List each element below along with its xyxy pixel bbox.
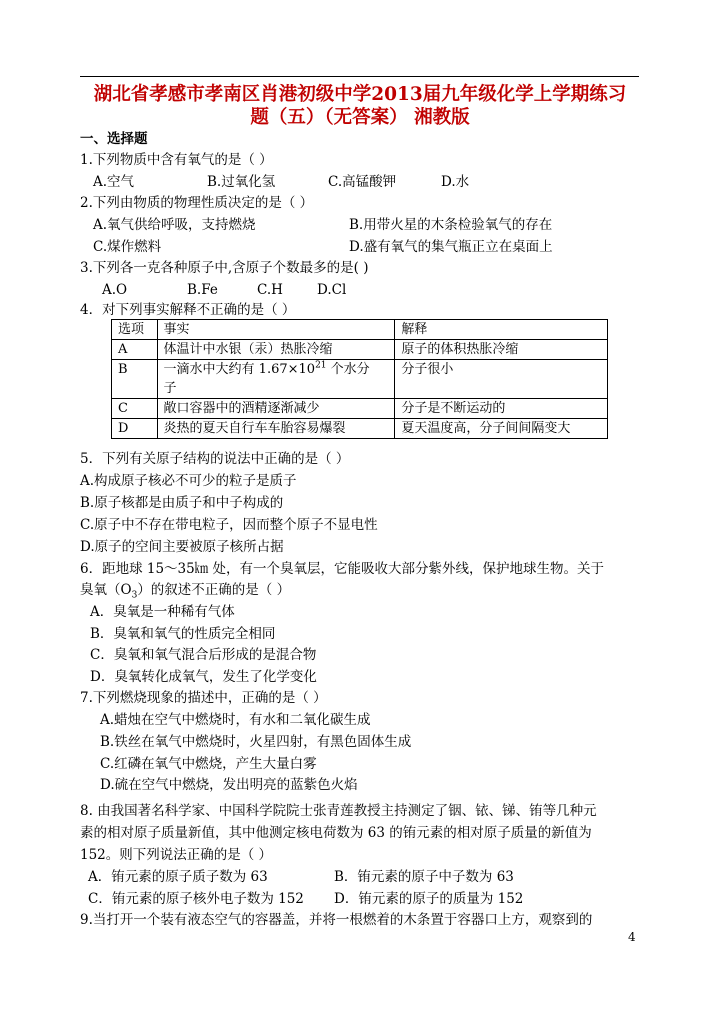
q2-option-a: A.氧气供给呼吸，支持燃烧 [93, 217, 256, 233]
q2-stem: 2.下列由物质的物理性质决定的是（ ） [80, 195, 314, 211]
q1-option-a: A.空气 [93, 174, 135, 190]
q6-stem-line1: 6．距地球 15～35㎞ 处，有一个臭氧层，它能吸收大部分紫外线，保护地球生物。关于 [80, 561, 605, 577]
table-row [112, 360, 608, 399]
q6-option-c: C．臭氧和氧气混合后形成的是混合物 [90, 647, 317, 663]
q3-option-b: B.Fe [187, 282, 218, 298]
fact-text-tail: 个水分 [326, 362, 370, 377]
header-fact: 事实 [157, 320, 395, 340]
q2-option-b: B.用带火星的木条检验氧气的存在 [349, 217, 553, 233]
fact-text: 一滴水中大约有 1.67×10 [163, 362, 316, 377]
q1-stem: 1.下列物质中含有氧气的是（ ） [80, 152, 273, 168]
q8-stem-line1: 8. 由我国著名科学家、中国科学院院士张青莲教授主持测定了铟、铱、锑、铕等几种元 [80, 803, 597, 819]
q5-option-b: B.原子核都是由质子和中子构成的 [80, 495, 284, 511]
q7-option-b: B.铁丝在氧气中燃烧时，火星四射，有黑色固体生成 [100, 734, 412, 750]
table-row [112, 340, 608, 360]
q4-table [111, 319, 608, 439]
fact-text-wrap: 子 [163, 381, 177, 396]
q6-stem-line2 [80, 581, 290, 599]
row-option: D [112, 419, 158, 439]
q3-option-a: A.O [102, 282, 128, 298]
q6-option-b: B．臭氧和氧气的性质完全相同 [90, 626, 276, 642]
table-row [112, 399, 608, 419]
q7-option-a: A.蜡烛在空气中燃烧时，有水和二氧化碳生成 [100, 712, 371, 728]
exponent: 21 [315, 360, 327, 371]
row-explanation: 夏天温度高，分子间间隔变大 [395, 419, 608, 439]
header-rule [80, 76, 639, 77]
q7-stem: 7.下列燃烧现象的描述中，正确的是（ ） [80, 690, 327, 706]
row-option: C [112, 399, 158, 419]
q8-stem-line3: 152。则下列说法正确的是（ ） [80, 847, 273, 863]
q3-stem: 3.下列各一克各种原子中,含原子个数最多的是( ) [80, 260, 369, 276]
q8-option-c: C．铕元素的原子核外电子数为 152 [88, 891, 304, 907]
q1-option-b: B.过氧化氢 [207, 174, 276, 190]
row-explanation: 分子很小 [395, 360, 608, 399]
q6-option-d: D．臭氧转化成氧气，发生了化学变化 [90, 669, 317, 685]
header-option: 选项 [112, 320, 158, 340]
q7-option-c: C.红磷在氧气中燃烧，产生大量白雾 [100, 756, 317, 772]
row-fact: 敞口容器中的酒精逐渐减少 [157, 399, 395, 419]
table-row [112, 419, 608, 439]
q2-option-c: C.煤作燃料 [93, 239, 162, 255]
doc-title-line2: 题（五）（无答案） 湘教版 [250, 107, 470, 128]
row-option: A [112, 340, 158, 360]
row-explanation: 原子的体积热胀冷缩 [395, 340, 608, 360]
q8-option-b: B．铕元素的原子中子数为 63 [334, 869, 514, 885]
page-number: 4 [628, 930, 636, 944]
q8-stem-line2: 素的相对原子质量新值，其中他测定核电荷数为 63 的铕元素的相对原子质量的新值为 [80, 825, 592, 841]
q5-stem: 5．下列有关原子结构的说法中正确的是（ ） [80, 451, 350, 467]
header-explanation: 解释 [395, 320, 608, 340]
q7-option-d: D.硫在空气中燃烧，发出明亮的蓝紫色火焰 [100, 777, 358, 793]
q3-option-d: D.Cl [317, 282, 347, 298]
subscript: 3 [131, 590, 138, 601]
q9-stem-line1: 9.当打开一个装有液态空气的容器盖，并将一根燃着的木条置于容器口上方，观察到的 [80, 912, 593, 928]
q5-option-a: A.构成原子核必不可少的粒子是质子 [80, 473, 297, 489]
q1-option-d: D.水 [441, 174, 470, 190]
q6-stem-pre: 臭氧（O [80, 582, 132, 598]
section-heading: 一、选择题 [80, 131, 148, 147]
q8-option-a: A．铕元素的原子质子数为 63 [88, 869, 268, 885]
row-fact: 体温计中水银（汞）热胀冷缩 [157, 340, 395, 360]
q1-option-c: C.高锰酸钾 [328, 174, 397, 190]
q3-option-c: C.H [257, 282, 283, 298]
row-fact [157, 360, 395, 399]
q5-option-c: C.原子中不存在带电粒子，因而整个原子不显电性 [80, 517, 378, 533]
q6-stem-post: ）的叙述不正确的是（ ） [137, 582, 291, 598]
q5-option-d: D.原子的空间主要被原子核所占据 [80, 539, 284, 555]
q2-option-d: D.盛有氧气的集气瓶正立在桌面上 [349, 239, 553, 255]
q8-option-d: D．铕元素的原子的质量为 152 [334, 891, 524, 907]
q6-option-a: A．臭氧是一种稀有气体 [90, 604, 235, 620]
table-header-row [112, 320, 608, 340]
row-explanation: 分子是不断运动的 [395, 399, 608, 419]
doc-title-line1: 湖北省孝感市孝南区肖港初级中学2013届九年级化学上学期练习 [93, 84, 627, 105]
row-fact: 炎热的夏天自行车车胎容易爆裂 [157, 419, 395, 439]
q4-stem: 4．对下列事实解释不正确的是（ ） [80, 302, 296, 318]
row-option: B [112, 360, 158, 399]
